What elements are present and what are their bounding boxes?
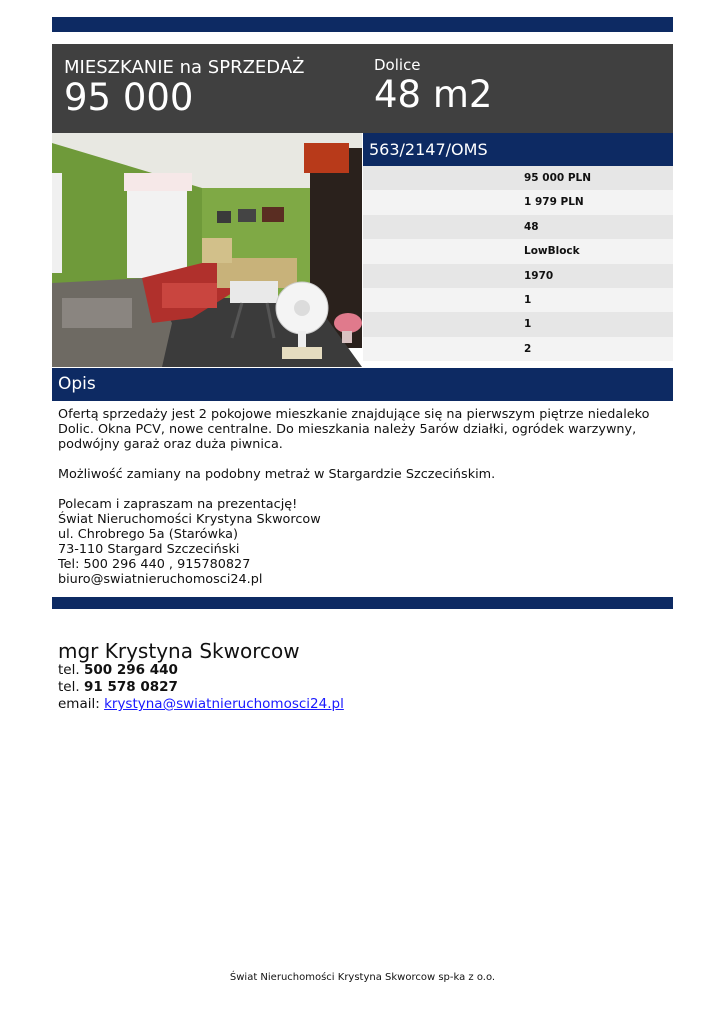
- footer-company: Świat Nieruchomości Krystyna Skworcow sp-ka z o.o.: [229, 972, 496, 983]
- param-row: 2: [363, 337, 673, 361]
- param-row: 48: [363, 215, 673, 239]
- agent-phone-2: 91 578 0827: [83, 679, 178, 695]
- agent-phone-1: 500 296 440: [83, 662, 178, 678]
- offer-type: MIESZKANIE na SPRZEDAŻ: [64, 57, 305, 78]
- agent-name: mgr Krystyna Skworcow: [58, 639, 300, 663]
- agent-email-line: [58, 696, 344, 713]
- agent-phone-line: [58, 679, 344, 696]
- description-body: [58, 407, 670, 587]
- listing-area: 48 m2: [374, 73, 493, 116]
- param-row: LowBlock: [363, 239, 673, 263]
- parameters-panel: [363, 133, 673, 361]
- property-photo: [52, 133, 362, 367]
- listing-header: [52, 44, 673, 133]
- listing-city: Dolice: [374, 56, 421, 74]
- listing-reference: 563/2147/OMS: [363, 133, 673, 166]
- param-row: 1: [363, 312, 673, 336]
- description-line: Polecam i zapraszam na prezentację!: [58, 497, 298, 512]
- listing-price: 95 000: [64, 76, 194, 119]
- description-line: Świat Nieruchomości Krystyna Skworcow: [58, 512, 321, 527]
- description-line: ul. Chrobrego 5a (Starówka): [58, 527, 238, 542]
- bottom-accent-bar: [52, 597, 673, 609]
- param-row: 1970: [363, 264, 673, 288]
- param-row: 1 979 PLN: [363, 190, 673, 214]
- top-accent-bar: [52, 17, 673, 32]
- description-paragraph: Możliwość zamiany na podobny metraż w Stargardzie Szczecińskim.: [58, 467, 496, 482]
- param-row: 95 000 PLN: [363, 166, 673, 190]
- email-label: email:: [58, 696, 100, 712]
- agent-email-link[interactable]: krystyna@swiatnieruchomosci24.pl: [104, 696, 344, 712]
- description-line: biuro@swiatnieruchomosci24.pl: [58, 572, 263, 587]
- tel-label: tel.: [58, 662, 80, 678]
- param-row: 1: [363, 288, 673, 312]
- tel-label: tel.: [58, 679, 80, 695]
- agent-contact: [58, 640, 344, 713]
- description-line: 73-110 Stargard Szczeciński: [58, 542, 240, 557]
- description-line: Tel: 500 296 440 , 915780827: [58, 557, 251, 572]
- agent-phone-line: [58, 662, 344, 679]
- description-paragraph: Ofertą sprzedaży jest 2 pokojowe mieszkanie znajdujące się na pierwszym piętrze niedaleko Dolic. Okna PCV, nowe centralne. Do mieszkania należy 5arów działki, ogródek warzywny, podwójny garaż oraz duża piwnica.: [58, 407, 650, 452]
- description-heading: Opis: [52, 368, 673, 401]
